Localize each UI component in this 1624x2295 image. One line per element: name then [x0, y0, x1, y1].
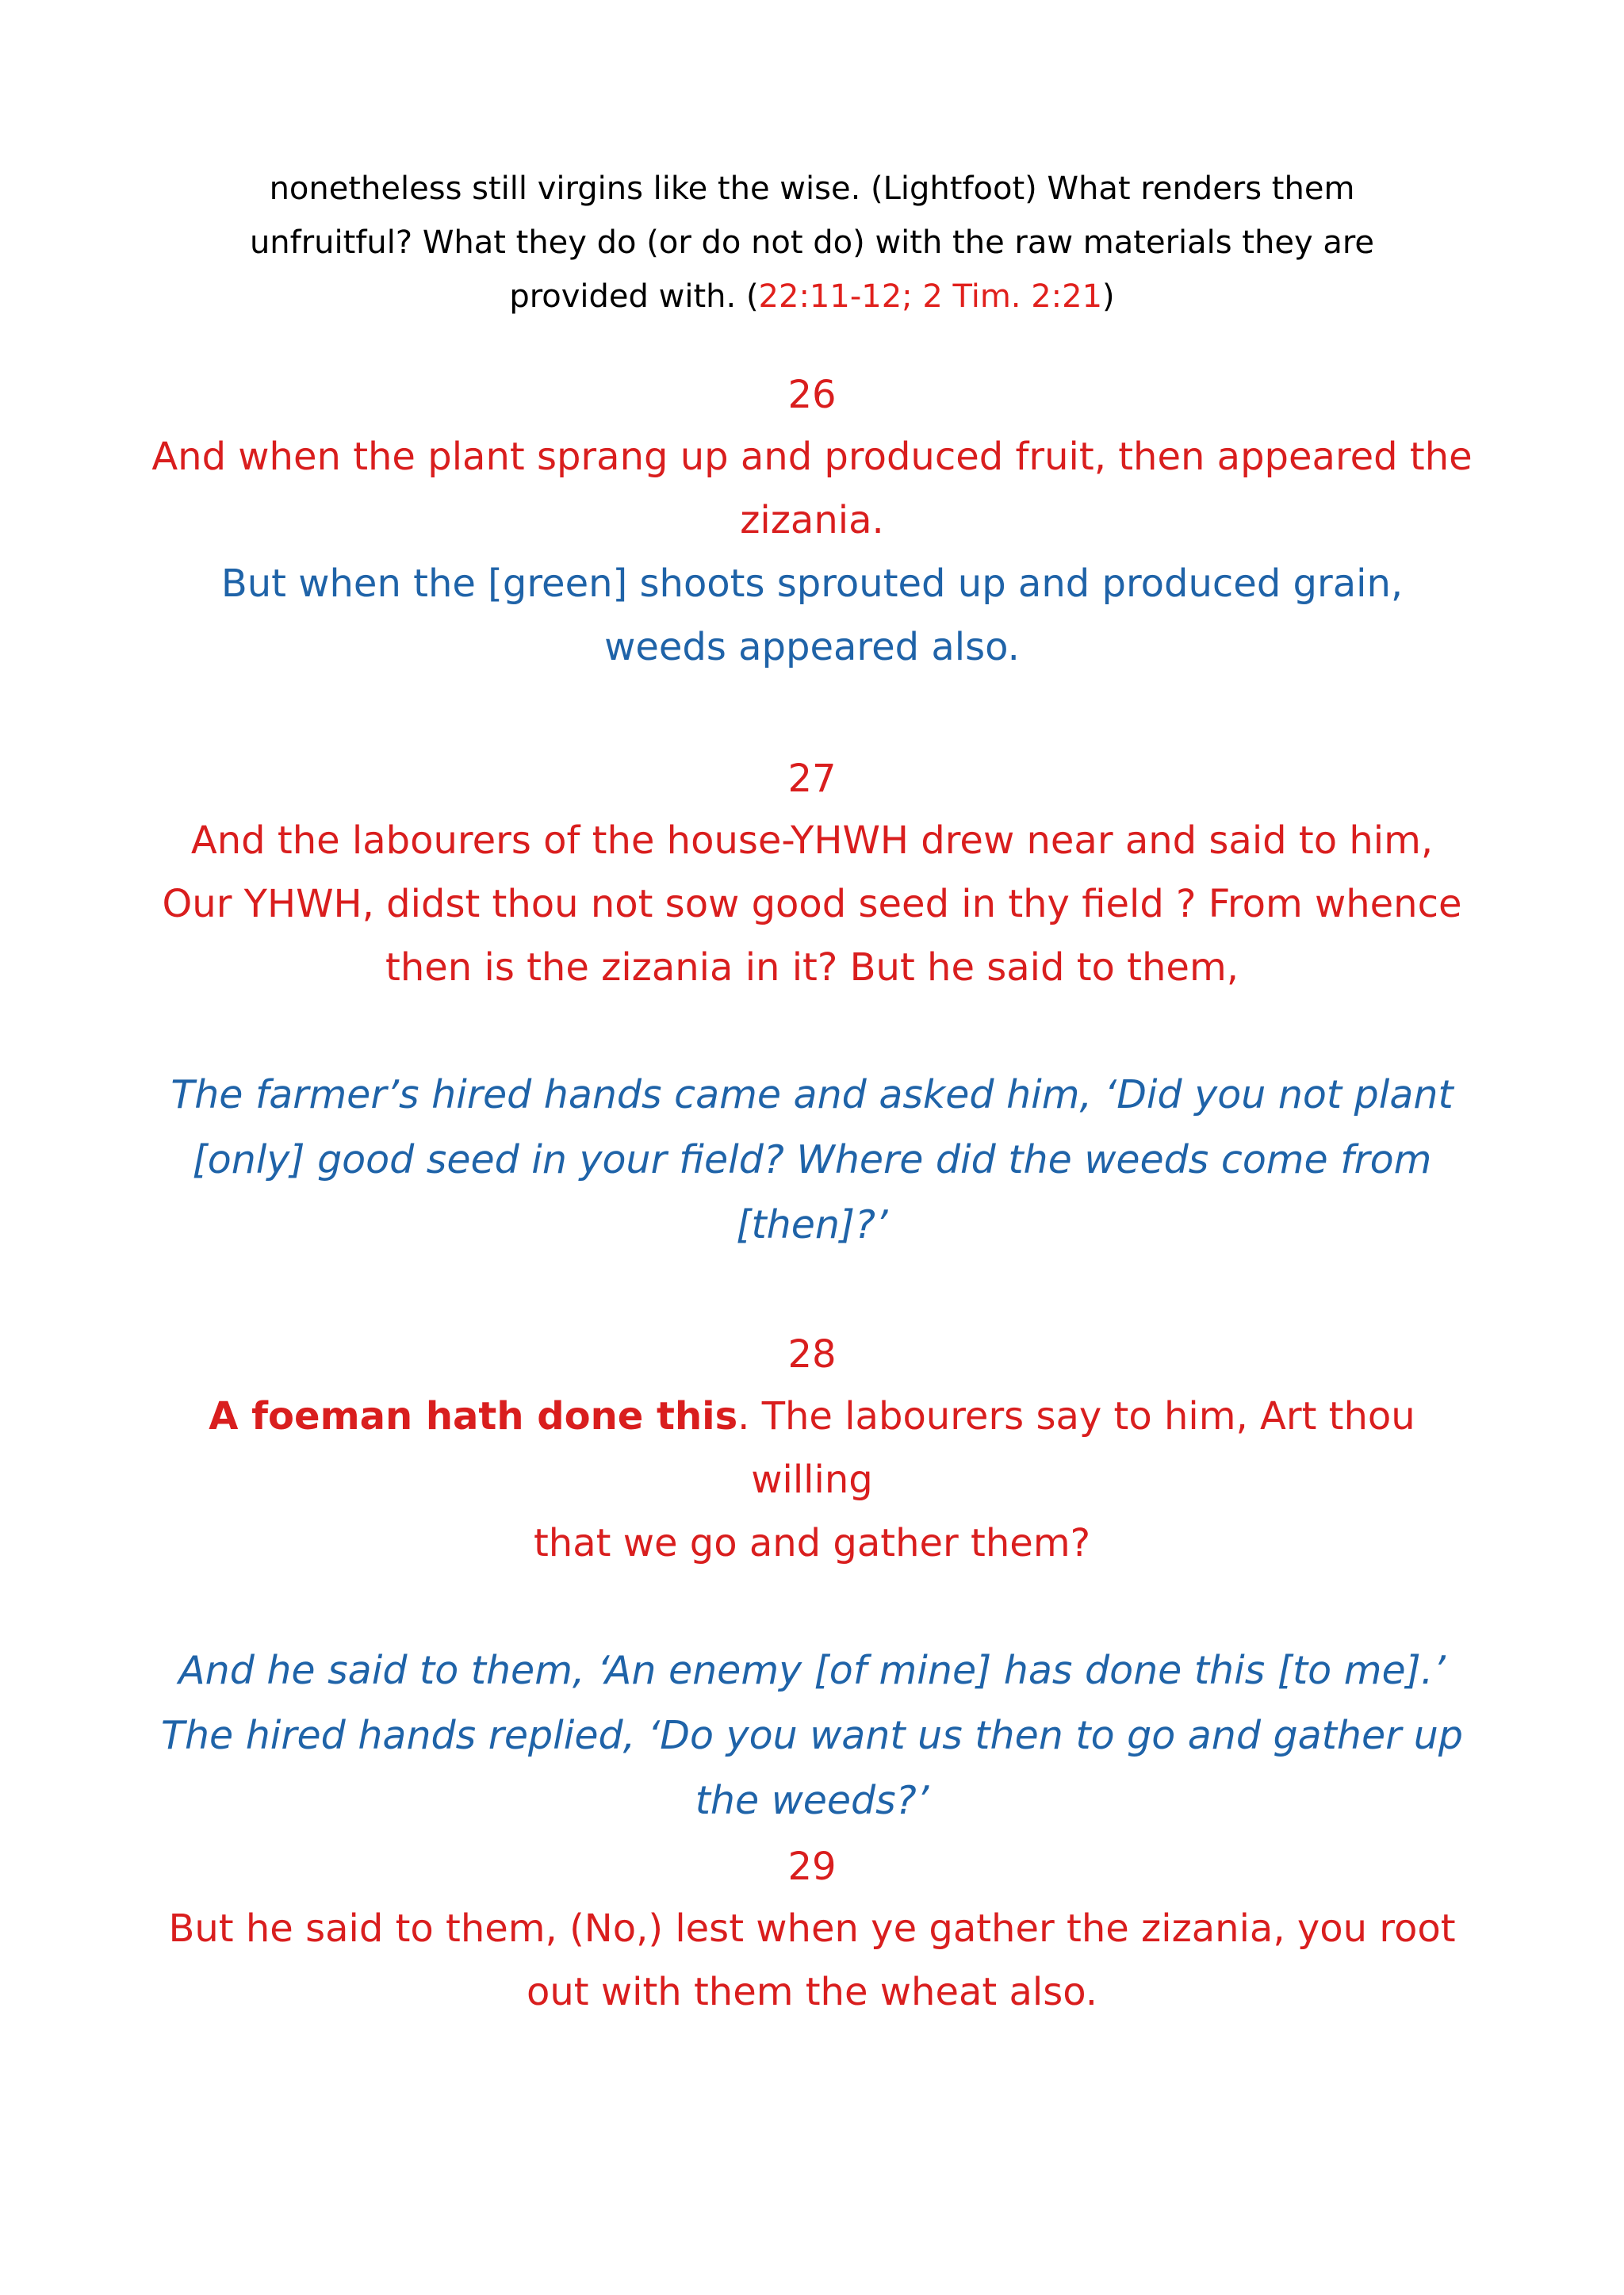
- verse-emphasis: A foeman hath done this: [209, 1394, 738, 1439]
- verse-line: [only] good seed in your field? Where did the weeds come from: [192, 1137, 1432, 1182]
- verse-text-red: [143, 809, 1481, 999]
- intro-paragraph: [143, 162, 1481, 324]
- verse-number: 28: [787, 1332, 837, 1377]
- verse-line: And when the plant sprang up and produced fruit, then appeared the: [151, 435, 1473, 479]
- intro-line-suffix: ): [1102, 278, 1115, 315]
- verse-26: [143, 370, 1481, 679]
- verse-number: 29: [787, 1845, 837, 1889]
- verse-29: [143, 1841, 1481, 2024]
- intro-line: [143, 270, 1481, 324]
- verse-text-blue: [143, 1638, 1481, 1833]
- verse-line: Our YHWH, didst thou not sow good seed in thy field ? From whence: [162, 882, 1462, 926]
- verse-line: The farmer’s hired hands came and asked him, ‘Did you not plant: [170, 1072, 1454, 1117]
- verse-line: But when the [green] shoots sprouted up and produced grain,: [220, 561, 1404, 606]
- verse-line: weeds appeared also.: [604, 625, 1020, 669]
- verse-line: then is the zizania in it? But he said to them,: [385, 945, 1239, 990]
- verse-text-red: [143, 1385, 1481, 1575]
- spacer: [143, 999, 1481, 1063]
- verse-text-red: [143, 425, 1481, 552]
- verse-line: But he said to them, (No,) lest when ye gather the zizania, you root: [168, 1906, 1456, 1951]
- intro-line-prefix: provided with. (: [509, 278, 759, 315]
- spacer: [143, 1575, 1481, 1638]
- verse-line: [143, 1385, 1481, 1511]
- verse-line: out with them the wheat also.: [526, 1970, 1098, 2014]
- verse-text-red: [143, 1897, 1481, 2024]
- intro-line: unfruitful? What they do (or do not do) with the raw materials they are: [249, 224, 1375, 261]
- verse-line: [then]?’: [736, 1202, 888, 1247]
- verse-line: zizania.: [740, 498, 884, 542]
- verse-line: The hired hands replied, ‘Do you want us then to go and gather up: [161, 1713, 1463, 1758]
- verse-line: And the labourers of the house-YHWH drew near and said to him,: [190, 818, 1434, 863]
- intro-line: nonetheless still virgins like the wise. (Lightfoot) What renders them: [269, 170, 1355, 207]
- verse-28: [143, 1329, 1481, 1833]
- verse-number: 26: [787, 373, 837, 417]
- verse-line: the weeds?’: [695, 1778, 929, 1823]
- verse-line: that we go and gather them?: [533, 1521, 1091, 1565]
- scripture-reference: 22:11-12; 2 Tim. 2:21: [758, 278, 1103, 315]
- verse-27: [143, 753, 1481, 1258]
- verse-line-rest: . The labourers say to him, Art thou willing: [737, 1394, 1415, 1502]
- verse-text-blue: [143, 552, 1481, 679]
- verse-text-blue: [143, 1063, 1481, 1258]
- verse-number: 27: [787, 757, 837, 801]
- verse-line: And he said to them, ‘An enemy [of mine] has done this [to me].’: [178, 1648, 1446, 1693]
